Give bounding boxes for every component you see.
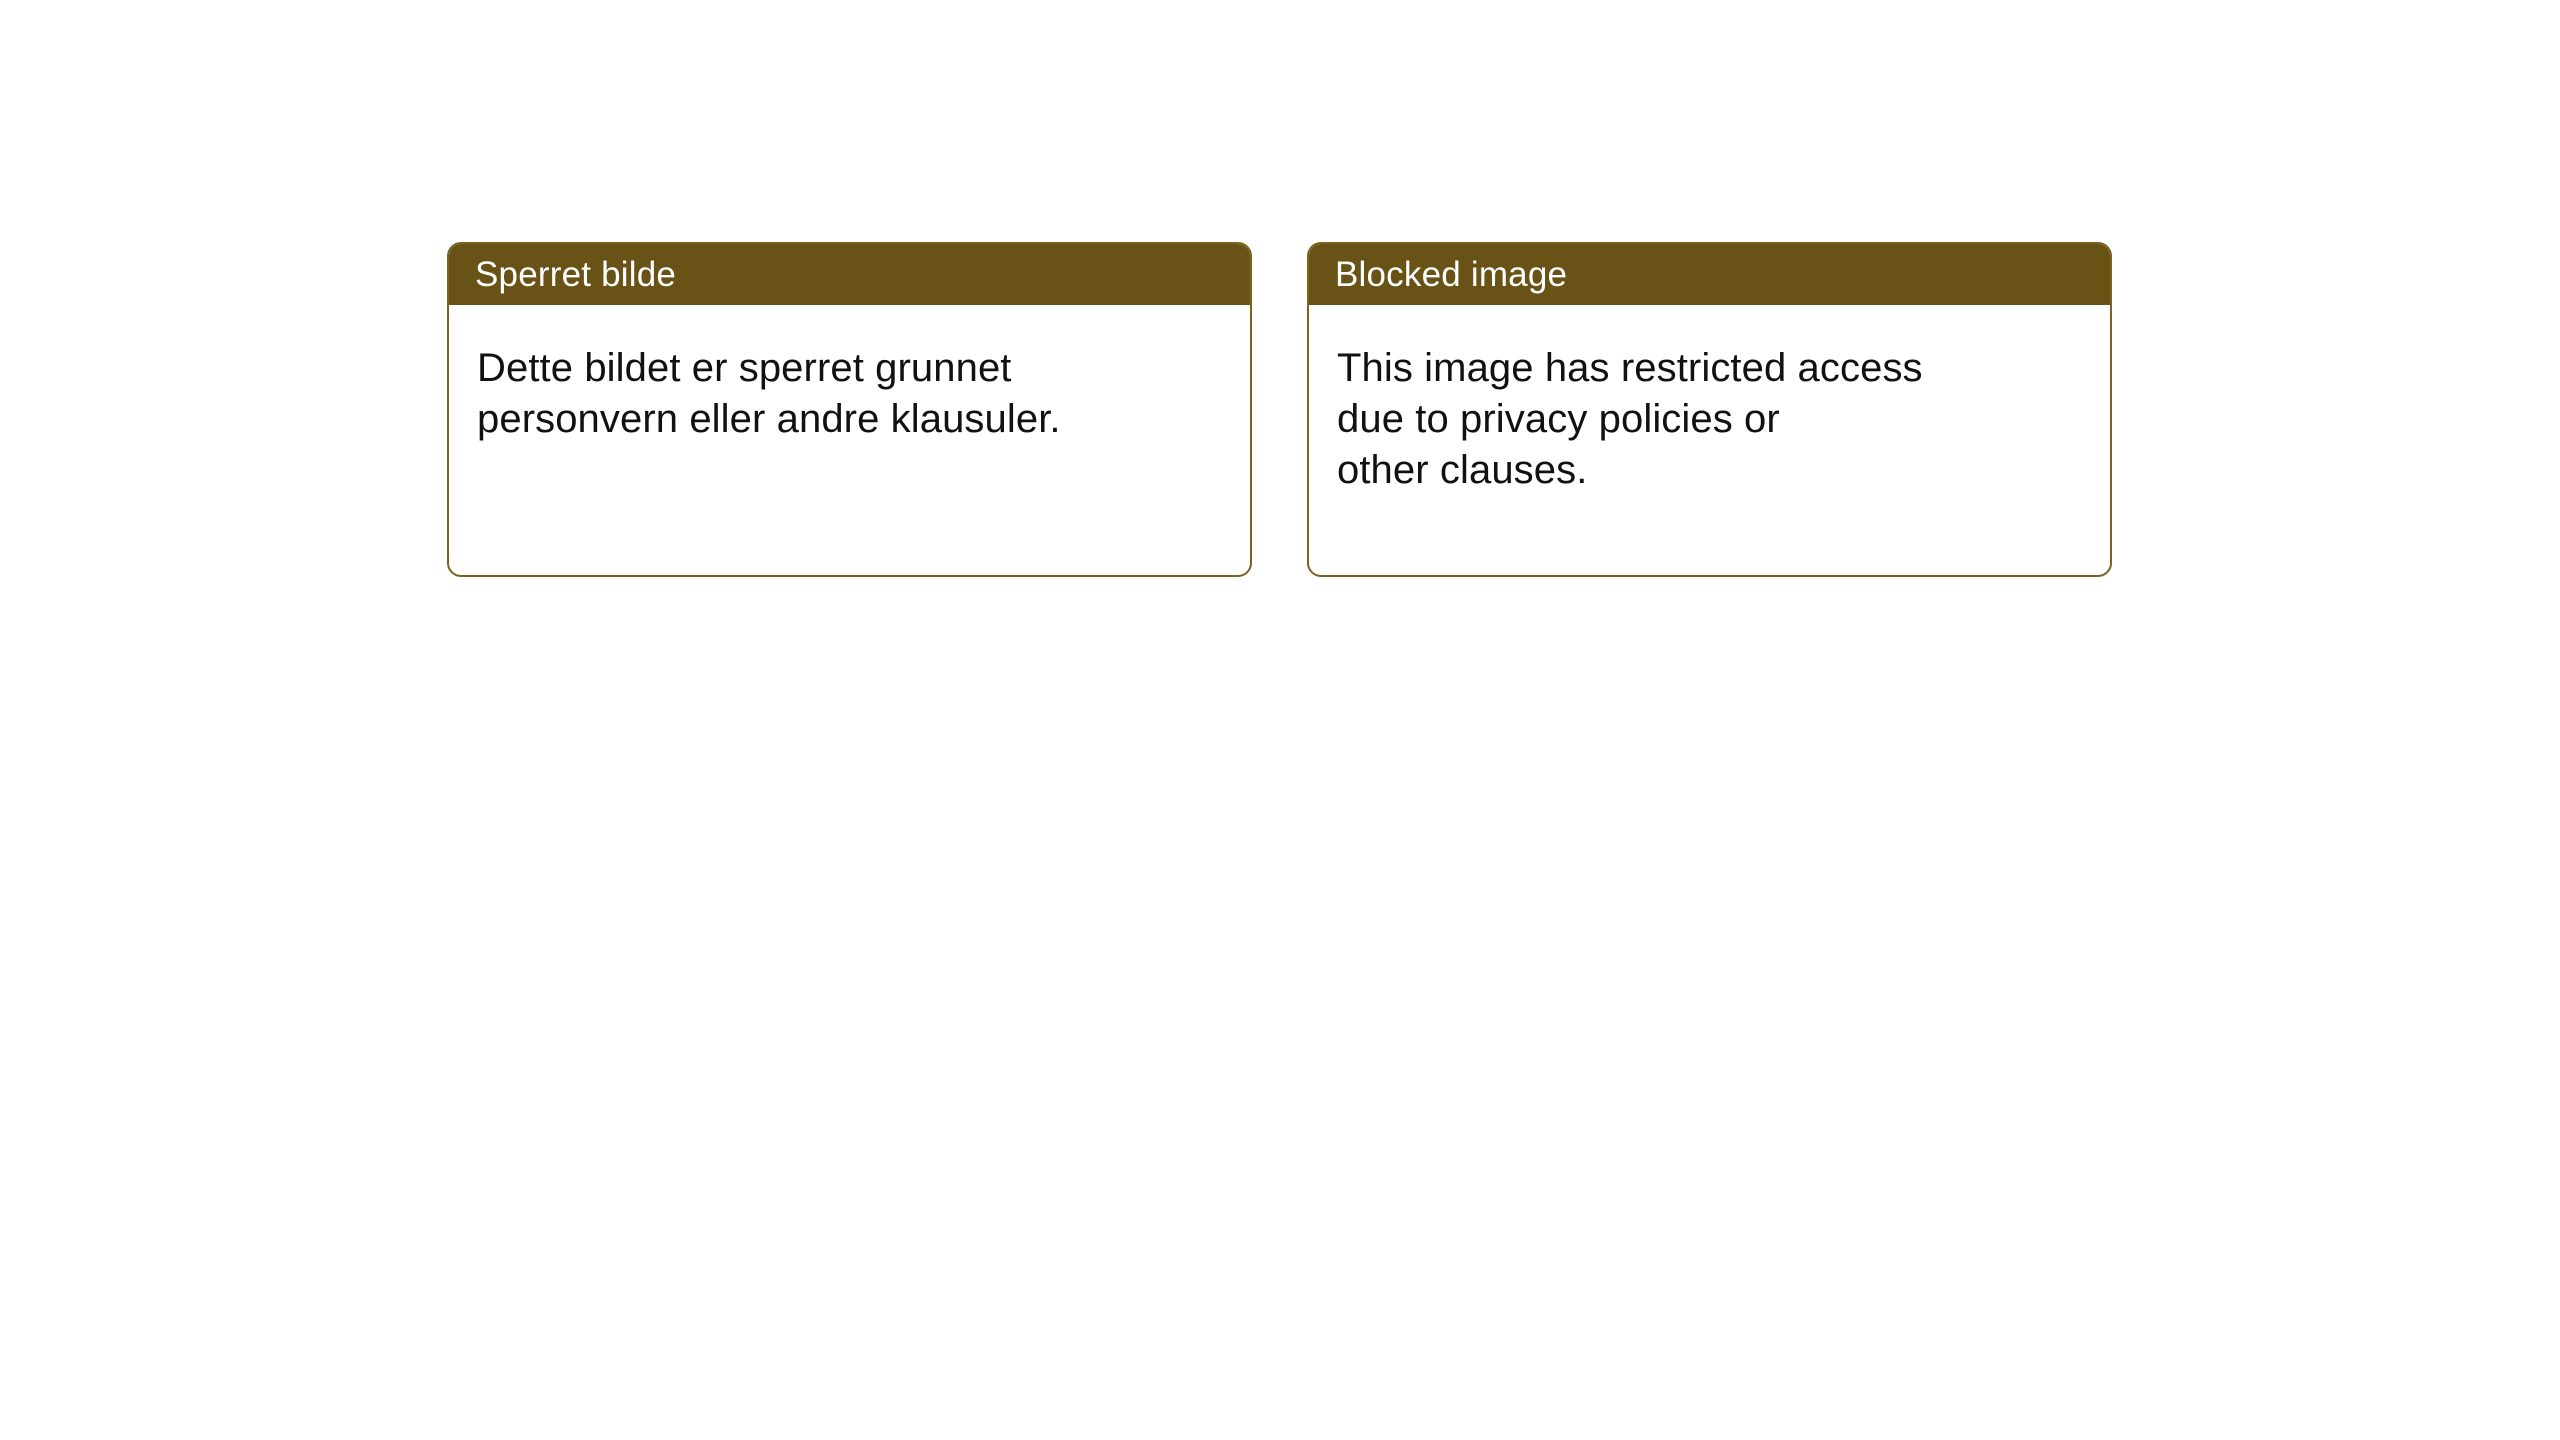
card-body (1309, 305, 2110, 496)
card-message: Dette bildet er sperret grunnet personvern eller andre klausuler. (477, 346, 1061, 441)
card-message: This image has restricted access due to privacy policies or other clauses. (1337, 346, 1923, 492)
blocked-image-card-english (1307, 242, 2112, 577)
card-title: Blocked image (1335, 255, 1568, 294)
card-header (1309, 244, 2110, 305)
card-title: Sperret bilde (475, 255, 677, 294)
card-body (449, 305, 1250, 445)
blocked-image-card-norwegian (447, 242, 1252, 577)
card-header (449, 244, 1250, 305)
